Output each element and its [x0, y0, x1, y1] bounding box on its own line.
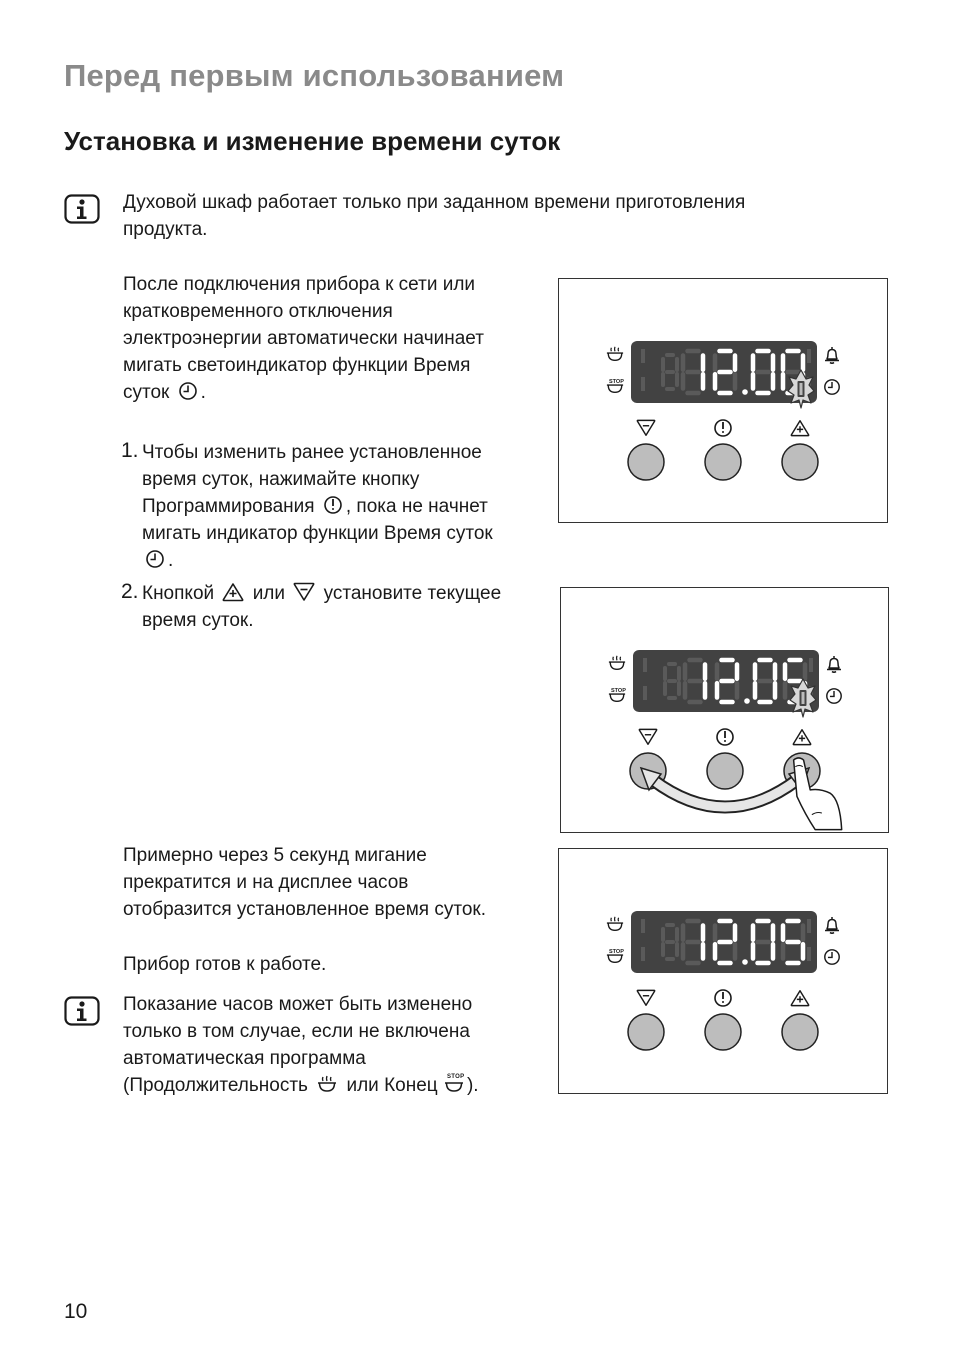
decimal-point	[742, 959, 748, 965]
note-line: Духовой шкаф работает только при заданном времени приготовления	[123, 192, 746, 213]
after-line: Примерно через 5 секунд мигание	[123, 845, 427, 866]
step-line	[142, 493, 542, 520]
step-text: .	[168, 550, 174, 571]
indicator-led	[641, 377, 645, 391]
note-line	[123, 1072, 553, 1099]
plus-icon	[222, 582, 244, 602]
after-line: отобразится установленное время суток.	[123, 899, 487, 920]
indicator-led	[641, 919, 645, 933]
plus-button[interactable]	[782, 1014, 818, 1050]
intro-line: кратковременного отключения	[123, 301, 393, 322]
step-text: или	[252, 583, 286, 604]
indicator-led	[809, 658, 813, 672]
stop-label: STOP	[446, 1074, 465, 1080]
step-text: Программирования	[142, 496, 315, 517]
info-note-1	[123, 189, 853, 243]
indicator-led	[807, 947, 811, 961]
panel-drawing	[559, 849, 887, 1093]
step-text: , пока не начнет	[345, 496, 488, 517]
duration-icon	[607, 347, 623, 361]
indicator-led	[643, 658, 647, 672]
stop-label: STOP	[609, 379, 624, 385]
after-line: прекратится и на дисплее часов	[123, 872, 409, 893]
note-line: продукта.	[123, 219, 208, 240]
bell-icon	[825, 347, 839, 363]
decimal-point	[742, 389, 748, 395]
intro-line: мигать светоиндикатор функции Время	[123, 355, 471, 376]
section-title: Перед первым использованием	[64, 58, 565, 93]
panel-drawing	[561, 588, 888, 832]
minus-button[interactable]	[628, 1014, 664, 1050]
clock-icon	[825, 950, 839, 964]
intro-text: суток	[123, 382, 170, 403]
note-text: или Конец	[346, 1075, 438, 1096]
step-1	[142, 439, 542, 574]
step-text: установите текущее	[323, 583, 502, 604]
programming-icon	[715, 420, 731, 436]
step-line	[142, 580, 552, 607]
minus-button[interactable]	[628, 444, 664, 480]
clock-icon	[178, 381, 198, 401]
subsection-title: Установка и изменение времени суток	[64, 126, 561, 156]
indicator-led	[643, 686, 647, 700]
panel-drawing	[559, 279, 887, 522]
programming-button[interactable]	[705, 1014, 741, 1050]
step-text: Кнопкой	[142, 583, 215, 604]
intro-line	[123, 379, 543, 406]
minus-icon	[293, 582, 315, 602]
ready-text: Прибор готов к работе.	[123, 954, 327, 975]
duration-icon	[316, 1074, 338, 1094]
info-icon	[64, 194, 100, 224]
step-line: Чтобы изменить ранее установленное	[142, 442, 482, 463]
programming-button[interactable]	[705, 444, 741, 480]
info-icon	[64, 996, 100, 1026]
indicator-led	[807, 349, 811, 363]
note-line: Показание часов может быть изменено	[123, 994, 473, 1015]
plus-icon	[791, 421, 808, 436]
duration-icon	[607, 917, 623, 931]
intro-paragraph	[123, 271, 543, 406]
programming-icon	[715, 990, 731, 1006]
control-panel-3	[558, 848, 888, 1094]
control-panel-1	[558, 278, 888, 523]
info-note-2	[123, 991, 553, 1099]
clock-icon	[825, 380, 839, 394]
programming-button[interactable]	[707, 753, 743, 789]
bell-icon	[827, 656, 841, 672]
step-number: 1.	[121, 439, 139, 462]
intro-text: .	[200, 382, 206, 403]
stop-label: STOP	[611, 688, 626, 694]
programming-icon	[323, 495, 343, 515]
step-line: время суток, нажимайте кнопку	[142, 469, 420, 490]
minus-icon	[637, 990, 654, 1005]
bell-icon	[825, 917, 839, 933]
step-line: мигать индикатор функции Время суток	[142, 523, 493, 544]
step-number: 2.	[121, 580, 139, 603]
stop-label: STOP	[609, 949, 624, 955]
plus-icon	[791, 991, 808, 1006]
step-2	[142, 580, 552, 634]
after-paragraph	[123, 842, 543, 923]
programming-icon	[717, 729, 733, 745]
step-line	[142, 547, 542, 574]
decimal-point	[744, 698, 750, 704]
step-line: время суток.	[142, 610, 254, 631]
clock-icon	[827, 689, 841, 703]
control-panel-2	[560, 587, 889, 833]
note-line: только в том случае, если не включена	[123, 1021, 470, 1042]
indicator-led	[807, 919, 811, 933]
intro-line: После подключения прибора к сети или	[123, 274, 476, 295]
indicator-led	[641, 349, 645, 363]
intro-line: электроэнергии автоматически начинает	[123, 328, 484, 349]
note-text: (Продолжительность	[123, 1075, 308, 1096]
note-line: автоматическая программа	[123, 1048, 366, 1069]
page-number: 10	[64, 1300, 88, 1323]
plus-button[interactable]	[782, 444, 818, 480]
minus-icon	[639, 729, 656, 744]
plus-icon	[793, 730, 810, 745]
indicator-led	[641, 947, 645, 961]
duration-icon	[609, 656, 625, 670]
clock-icon	[145, 549, 165, 569]
note-text: ).	[466, 1075, 479, 1096]
minus-icon	[637, 420, 654, 435]
